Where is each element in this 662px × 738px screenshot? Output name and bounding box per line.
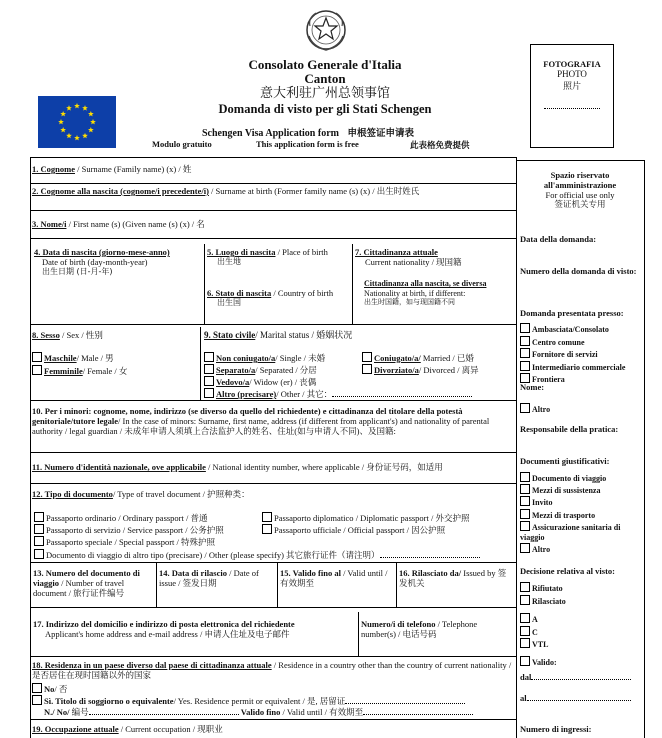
field-valid-until-label: 15. Valido fino al [280, 568, 341, 578]
sidebar-decision-options [520, 582, 644, 607]
sidebar-valid-from[interactable] [520, 672, 631, 682]
field-surname-at-birth[interactable] [32, 186, 419, 196]
field-date-of-birth[interactable] [34, 247, 202, 277]
sex-male-label-en: / Male / 男 [76, 353, 114, 363]
field-pob-label-en: / Place of birth [275, 247, 328, 257]
checkbox[interactable] [520, 509, 530, 519]
marital-divorced-option[interactable] [362, 364, 479, 375]
decision-option[interactable] [520, 582, 644, 595]
sidebar-other-option[interactable] [520, 403, 550, 415]
sidebar-application-date: Data della domanda: [520, 234, 597, 244]
doc-other-label-en: / Other (please specify) 其它旅行证件（请注明） [202, 550, 380, 560]
visa-type-label: A [532, 615, 538, 624]
document-label: Altro [532, 545, 551, 555]
field-home-address-label: 17. Indirizzo del domicilio e indirizzo di posta elettronica del richiedente [33, 619, 295, 629]
checkbox[interactable] [520, 496, 530, 506]
form-title: Domanda di visto per gli Stati Schengen [218, 102, 432, 116]
field-place-of-birth[interactable] [207, 247, 349, 267]
field-nationality-birth-label-en: Nationality at birth, if different: [364, 288, 466, 298]
doc-special-option[interactable] [34, 536, 215, 547]
residence-no-option[interactable] [32, 683, 67, 694]
residence-permit-number-label-en: 编号 [69, 707, 89, 717]
field-dob-label-en: Date of birth (day-month-year) [42, 257, 148, 267]
checkbox[interactable] [520, 336, 530, 346]
field-document-number-label-en: / Number of travel document / 旅行证件编号 [33, 578, 125, 598]
field-issue-date-label: 14. Data di rilascio [159, 568, 227, 578]
field-nationality-birth-label: Cittadinanza alla nascita, se diversa [364, 279, 487, 288]
document-label: Assicurazione sanitaria di viaggio [520, 522, 621, 543]
checkbox[interactable] [520, 626, 530, 636]
consulate-city: Canton [304, 71, 346, 86]
field-national-id[interactable] [32, 462, 443, 472]
checkbox[interactable] [520, 323, 530, 333]
doc-other-label: Documento di viaggio di altro tipo (precisare) [46, 550, 203, 560]
sidebar-entries: Numero di ingressi: [520, 724, 592, 734]
consulate-name: Consolato Generale d'Italia [248, 57, 402, 72]
sidebar-documents-options [520, 472, 644, 555]
checkbox[interactable] [520, 543, 530, 553]
field-dob-label: 4. Data di nascita (giorno-mese-anno) [34, 247, 170, 257]
consulate-name-cn: 意大利驻广州总领事馆 [259, 86, 390, 101]
field-cob-label: 6. Stato di nascita [207, 288, 272, 298]
doc-ordinary-label-en: / Ordinary passport / 普通 [116, 513, 208, 523]
sidebar-title-it: Spazio riservato all'amministrazione [543, 170, 617, 190]
field-nationality-label-en: Current nationality / 现国籍 [365, 257, 462, 267]
document-option[interactable] [520, 509, 644, 521]
visa-type-option[interactable] [520, 626, 644, 639]
sex-male-option[interactable] [32, 352, 114, 363]
free-form-it: Modulo gratuito [152, 139, 212, 149]
checkbox[interactable] [520, 638, 530, 648]
marital-single-label-en: / Single / 未婚 [275, 353, 326, 363]
marital-divorced-label: Divorziato/a [374, 365, 419, 375]
field-surname-label-en: / Surname (Family name) (x) / 姓 [74, 164, 192, 174]
sidebar-responsible: Responsabile della pratica: [520, 424, 619, 434]
sex-female-option[interactable] [32, 365, 127, 376]
residence-yes-option[interactable] [32, 695, 465, 706]
marital-other-option[interactable] [204, 388, 472, 399]
sidebar-valid-to-label: al [520, 693, 527, 703]
field-residence-label-en: / Residence in a country other than the country of current nationality / 是否居住在现时国籍以外的国家 [32, 660, 512, 680]
field-residence[interactable] [32, 660, 512, 680]
field-document-type-label-en: / Type of travel document / 护照种类： [112, 489, 250, 499]
field-minor-label: 10. Per i minori: cognome, nome, indirizzo (se diverso da quello del richiedente) e cittadinanza del titolare della potestà genitoriale/tutore legale [32, 406, 463, 426]
checkbox[interactable] [520, 521, 530, 531]
document-option[interactable] [520, 472, 644, 484]
presented-option[interactable] [520, 361, 644, 374]
checkbox[interactable] [520, 361, 530, 371]
eu-flag-icon [38, 96, 116, 148]
field-issue-date[interactable] [159, 568, 275, 588]
decision-label: Rilasciato [532, 596, 566, 606]
sidebar-valid-from-label: dal [520, 672, 532, 682]
field-surname-label: 1. Cognome [32, 164, 75, 174]
field-document-number-label: 13. Numero del documento di viaggio [33, 568, 140, 588]
doc-official-option[interactable] [262, 524, 445, 535]
sidebar-presented-options [520, 323, 644, 386]
checkbox[interactable] [32, 695, 42, 705]
doc-other-option[interactable] [34, 549, 480, 560]
field-minor-label-en: / In the case of minors: Surname, first name, address (if different from applicant's) and nationality of parental authority / legal guardian / 未成年申请人须填上合法监护人的姓名、住址(如与申请人不同)、及国籍: [32, 416, 490, 436]
visa-type-label: C [532, 627, 538, 637]
field-first-name[interactable] [32, 219, 205, 229]
field-issued-by-label: 16. Rilasciato da/ [399, 568, 462, 578]
marital-married-label-en: Married / 已婚 [420, 353, 474, 363]
sidebar-application-number: Numero della domanda di visto: [520, 266, 637, 276]
doc-special-label-en: / Special passport / 特殊护照 [112, 537, 216, 547]
checkbox[interactable] [520, 484, 530, 494]
field-occupation-label: 19. Occupazione attuale [32, 724, 119, 734]
checkbox[interactable] [520, 472, 530, 482]
presented-option[interactable] [520, 336, 644, 349]
field-sex-label: 8. Sesso [32, 330, 60, 340]
sex-male-label: Maschile [44, 353, 77, 363]
doc-ordinary-label: Passaporto ordinario [46, 513, 117, 523]
field-first-name-label-en: / First name (s) (Given name (s) (x) / 名 [66, 219, 205, 229]
sidebar-valid-option[interactable] [520, 656, 557, 668]
residence-no-label-en: / 否 [54, 684, 68, 694]
field-current-nationality[interactable] [355, 247, 515, 267]
doc-official-label-en: / Official passport / 因公护照 [341, 525, 446, 535]
residence-permit-number[interactable] [44, 707, 473, 717]
field-pob-label-cn: 出生地 [217, 257, 241, 266]
field-nationality-birth-label-cn: 出生时国籍，如与现国籍不同 [364, 298, 455, 306]
document-label: Mezzi di trasporto [532, 510, 596, 520]
sidebar-title-cn: 签证机关专用 [554, 200, 606, 210]
checkbox[interactable] [362, 364, 372, 374]
sidebar-title-en: For official use only [545, 190, 615, 200]
field-home-address-label-en: Applicant's home address and e-mail address / 申请人住址及电子邮件 [45, 629, 290, 639]
document-option[interactable] [520, 496, 644, 508]
marital-widow-label: Vedovo/a [216, 377, 250, 387]
field-cob-label-en: / Country of birth [271, 288, 334, 298]
checkbox[interactable] [204, 352, 214, 362]
checkbox[interactable] [34, 524, 44, 534]
residence-valid-until-label-en: / Valid until / 有效期至 [280, 707, 364, 717]
sidebar-presented-at: Domanda presentata presso: [520, 308, 624, 318]
field-minor-guardian[interactable] [32, 406, 512, 436]
field-marital-label-en: / Marital status / 婚姻状况 [255, 330, 353, 340]
doc-service-option[interactable] [34, 524, 224, 535]
document-label: Documento di viaggio [532, 474, 607, 483]
document-option[interactable] [520, 484, 644, 496]
residence-no-label: No [44, 684, 55, 694]
field-nationality-at-birth[interactable] [364, 279, 514, 308]
checkbox[interactable] [32, 365, 42, 375]
marital-other-label: Altro (precisare) [216, 389, 277, 399]
field-surname-at-birth-label: 2. Cognome alla nascita (cognome/i precedente/i) [32, 186, 209, 196]
photo-label-it: FOTOGRAFIA [543, 59, 601, 69]
doc-ordinary-option[interactable] [34, 512, 208, 523]
field-issued-by-label-en: Issued by 签发机关 [399, 568, 507, 588]
sidebar-decision: Decisione relativa al visto: [520, 566, 615, 576]
marital-separated-label-en: / Separated / 分居 [255, 365, 317, 375]
field-valid-until[interactable] [280, 568, 394, 588]
sidebar-other-label: Altro [532, 405, 551, 414]
field-telephone-label: Numero/i di telefono [361, 619, 436, 629]
sidebar-valid-label: Valido: [532, 658, 557, 667]
residence-valid-until-label: Valido fino [240, 707, 281, 717]
official-use-sidebar [517, 170, 643, 210]
presented-option[interactable] [520, 348, 644, 361]
field-dob-label-cn: 出生日期 (日-月-年) [42, 267, 113, 276]
marital-married-label: Coniugato/a/ [374, 353, 421, 363]
marital-other-label-en: / Other / 其它： [276, 389, 333, 399]
marital-single-option[interactable] [204, 352, 325, 363]
checkbox[interactable] [520, 403, 530, 413]
photo-box[interactable] [530, 44, 614, 148]
checkbox[interactable] [204, 364, 214, 374]
visa-type-option[interactable] [520, 638, 644, 651]
sidebar-visa-types [520, 613, 644, 651]
field-country-of-birth[interactable] [207, 288, 349, 308]
field-nationality-label: 7. Cittadinanza attuale [355, 247, 438, 257]
field-pob-label: 5. Luogo di nascita [207, 247, 276, 257]
field-sex-label-en: / Sex / 性别 [59, 330, 103, 340]
checkbox[interactable] [520, 582, 530, 592]
document-label: Invito [532, 498, 553, 508]
marital-separated-label: Separato/a [216, 365, 256, 375]
field-valid-until-label-en: / Valid until / 有效期至 [280, 568, 388, 588]
field-document-type-label: 12. Tipo di documento [32, 489, 113, 499]
presented-label: Centro comune [532, 337, 585, 347]
field-marital-label: 9. Stato civile [204, 330, 256, 340]
field-occupation[interactable] [32, 724, 223, 734]
presented-label: Fornitore di servizi [532, 350, 598, 359]
doc-service-label-en: / Service passport / 公务护照 [120, 525, 224, 535]
sex-female-label-en: / Female / 女 [82, 366, 128, 376]
document-label: Mezzi di sussistenza [532, 486, 601, 496]
checkbox[interactable] [204, 376, 214, 386]
photo-label-cn: 照片 [562, 82, 581, 92]
field-telephone-label-en: / Telephone number(s) / 电话号码 [361, 619, 478, 639]
free-form-cn: 此表格免费提供 [410, 141, 470, 151]
decision-label: Rifiutato [532, 584, 563, 593]
checkbox[interactable] [204, 388, 214, 398]
sidebar-documents: Documenti giustificativi: [520, 456, 610, 466]
free-form-en: This application form is free [256, 139, 359, 149]
field-national-id-label-en: / National identity number, where applicable / 身份证号码，如适用 [205, 462, 443, 472]
marital-widow-label-en: / Widow (er) / 丧偶 [249, 377, 317, 387]
marital-married-option[interactable] [362, 352, 474, 363]
checkbox[interactable] [520, 348, 530, 358]
residence-yes-label-en: / Yes. Residence permit or equivalent / 是, 居留证 [173, 696, 346, 706]
marital-widow-option[interactable] [204, 376, 316, 387]
field-cob-label-cn: 出生国 [217, 298, 241, 307]
field-surname[interactable] [32, 164, 191, 174]
checkbox[interactable] [362, 352, 372, 362]
document-option[interactable] [520, 521, 644, 543]
marital-divorced-label-en: / Divorced / 离异 [418, 365, 479, 375]
field-surname-at-birth-label-en: / Surname at birth (Former family name (s) (x) / 出生时姓氏 [208, 186, 420, 196]
checkbox[interactable] [32, 683, 42, 693]
checkbox[interactable] [262, 512, 272, 522]
doc-official-label: Passaporto ufficiale [274, 525, 342, 535]
field-first-name-label: 3. Nome/i [32, 219, 67, 229]
visa-type-option[interactable] [520, 613, 644, 626]
field-issued-by[interactable] [399, 568, 514, 588]
form-subtitle-cn: 申根签证申请表 [347, 128, 414, 139]
doc-diplomatic-label-en: / Diplomatic passport / 外交护照 [353, 513, 470, 523]
presented-option[interactable] [520, 323, 644, 336]
residence-permit-number-label: N./ No/ [44, 707, 70, 717]
checkbox[interactable] [34, 512, 44, 522]
presented-label: Intermediario commerciale [532, 362, 626, 372]
checkbox[interactable] [34, 549, 44, 559]
doc-service-label: Passaporto di servizio [46, 525, 121, 535]
checkbox[interactable] [520, 656, 530, 666]
presented-label: Ambasciata/Consolato [532, 325, 609, 334]
field-home-address[interactable] [33, 619, 355, 639]
sidebar-valid-to[interactable] [520, 693, 631, 703]
checkbox[interactable] [520, 595, 530, 605]
checkbox[interactable] [32, 352, 42, 362]
sidebar-name-label: Nome: [520, 382, 545, 392]
document-option[interactable] [520, 543, 644, 555]
checkbox[interactable] [520, 613, 530, 623]
italy-emblem-icon [304, 6, 348, 54]
field-telephone[interactable] [361, 619, 513, 639]
photo-label-en: PHOTO [557, 69, 587, 79]
presented-label: Frontiera [532, 375, 565, 384]
marital-single-label: Non coniugato/a [216, 353, 276, 363]
residence-yes-label: Sì. Titolo di soggiorno o equivalente [44, 696, 174, 706]
decision-option[interactable] [520, 595, 644, 608]
form-subtitle: Schengen Visa Application form [202, 128, 339, 139]
checkbox[interactable] [34, 536, 44, 546]
field-national-id-label: 11. Numero d'identità nazionale, ove applicabile [32, 462, 206, 472]
doc-special-label: Passaporto speciale [46, 537, 113, 547]
doc-diplomatic-label: Passaporto diplomatico [274, 513, 354, 523]
doc-diplomatic-option[interactable] [262, 512, 469, 523]
marital-separated-option[interactable] [204, 364, 317, 375]
field-occupation-label-en: / Current occupation / 现职业 [118, 724, 223, 734]
field-document-number[interactable] [33, 568, 153, 598]
visa-type-label: VTL [532, 640, 549, 649]
checkbox[interactable] [262, 524, 272, 534]
sex-female-label: Femminile [44, 366, 83, 376]
field-issue-date-label-en: / Date of issue / 签发日期 [159, 568, 259, 588]
field-residence-label: 18. Residenza in un paese diverso dal paese di cittadinanza attuale [32, 660, 272, 670]
